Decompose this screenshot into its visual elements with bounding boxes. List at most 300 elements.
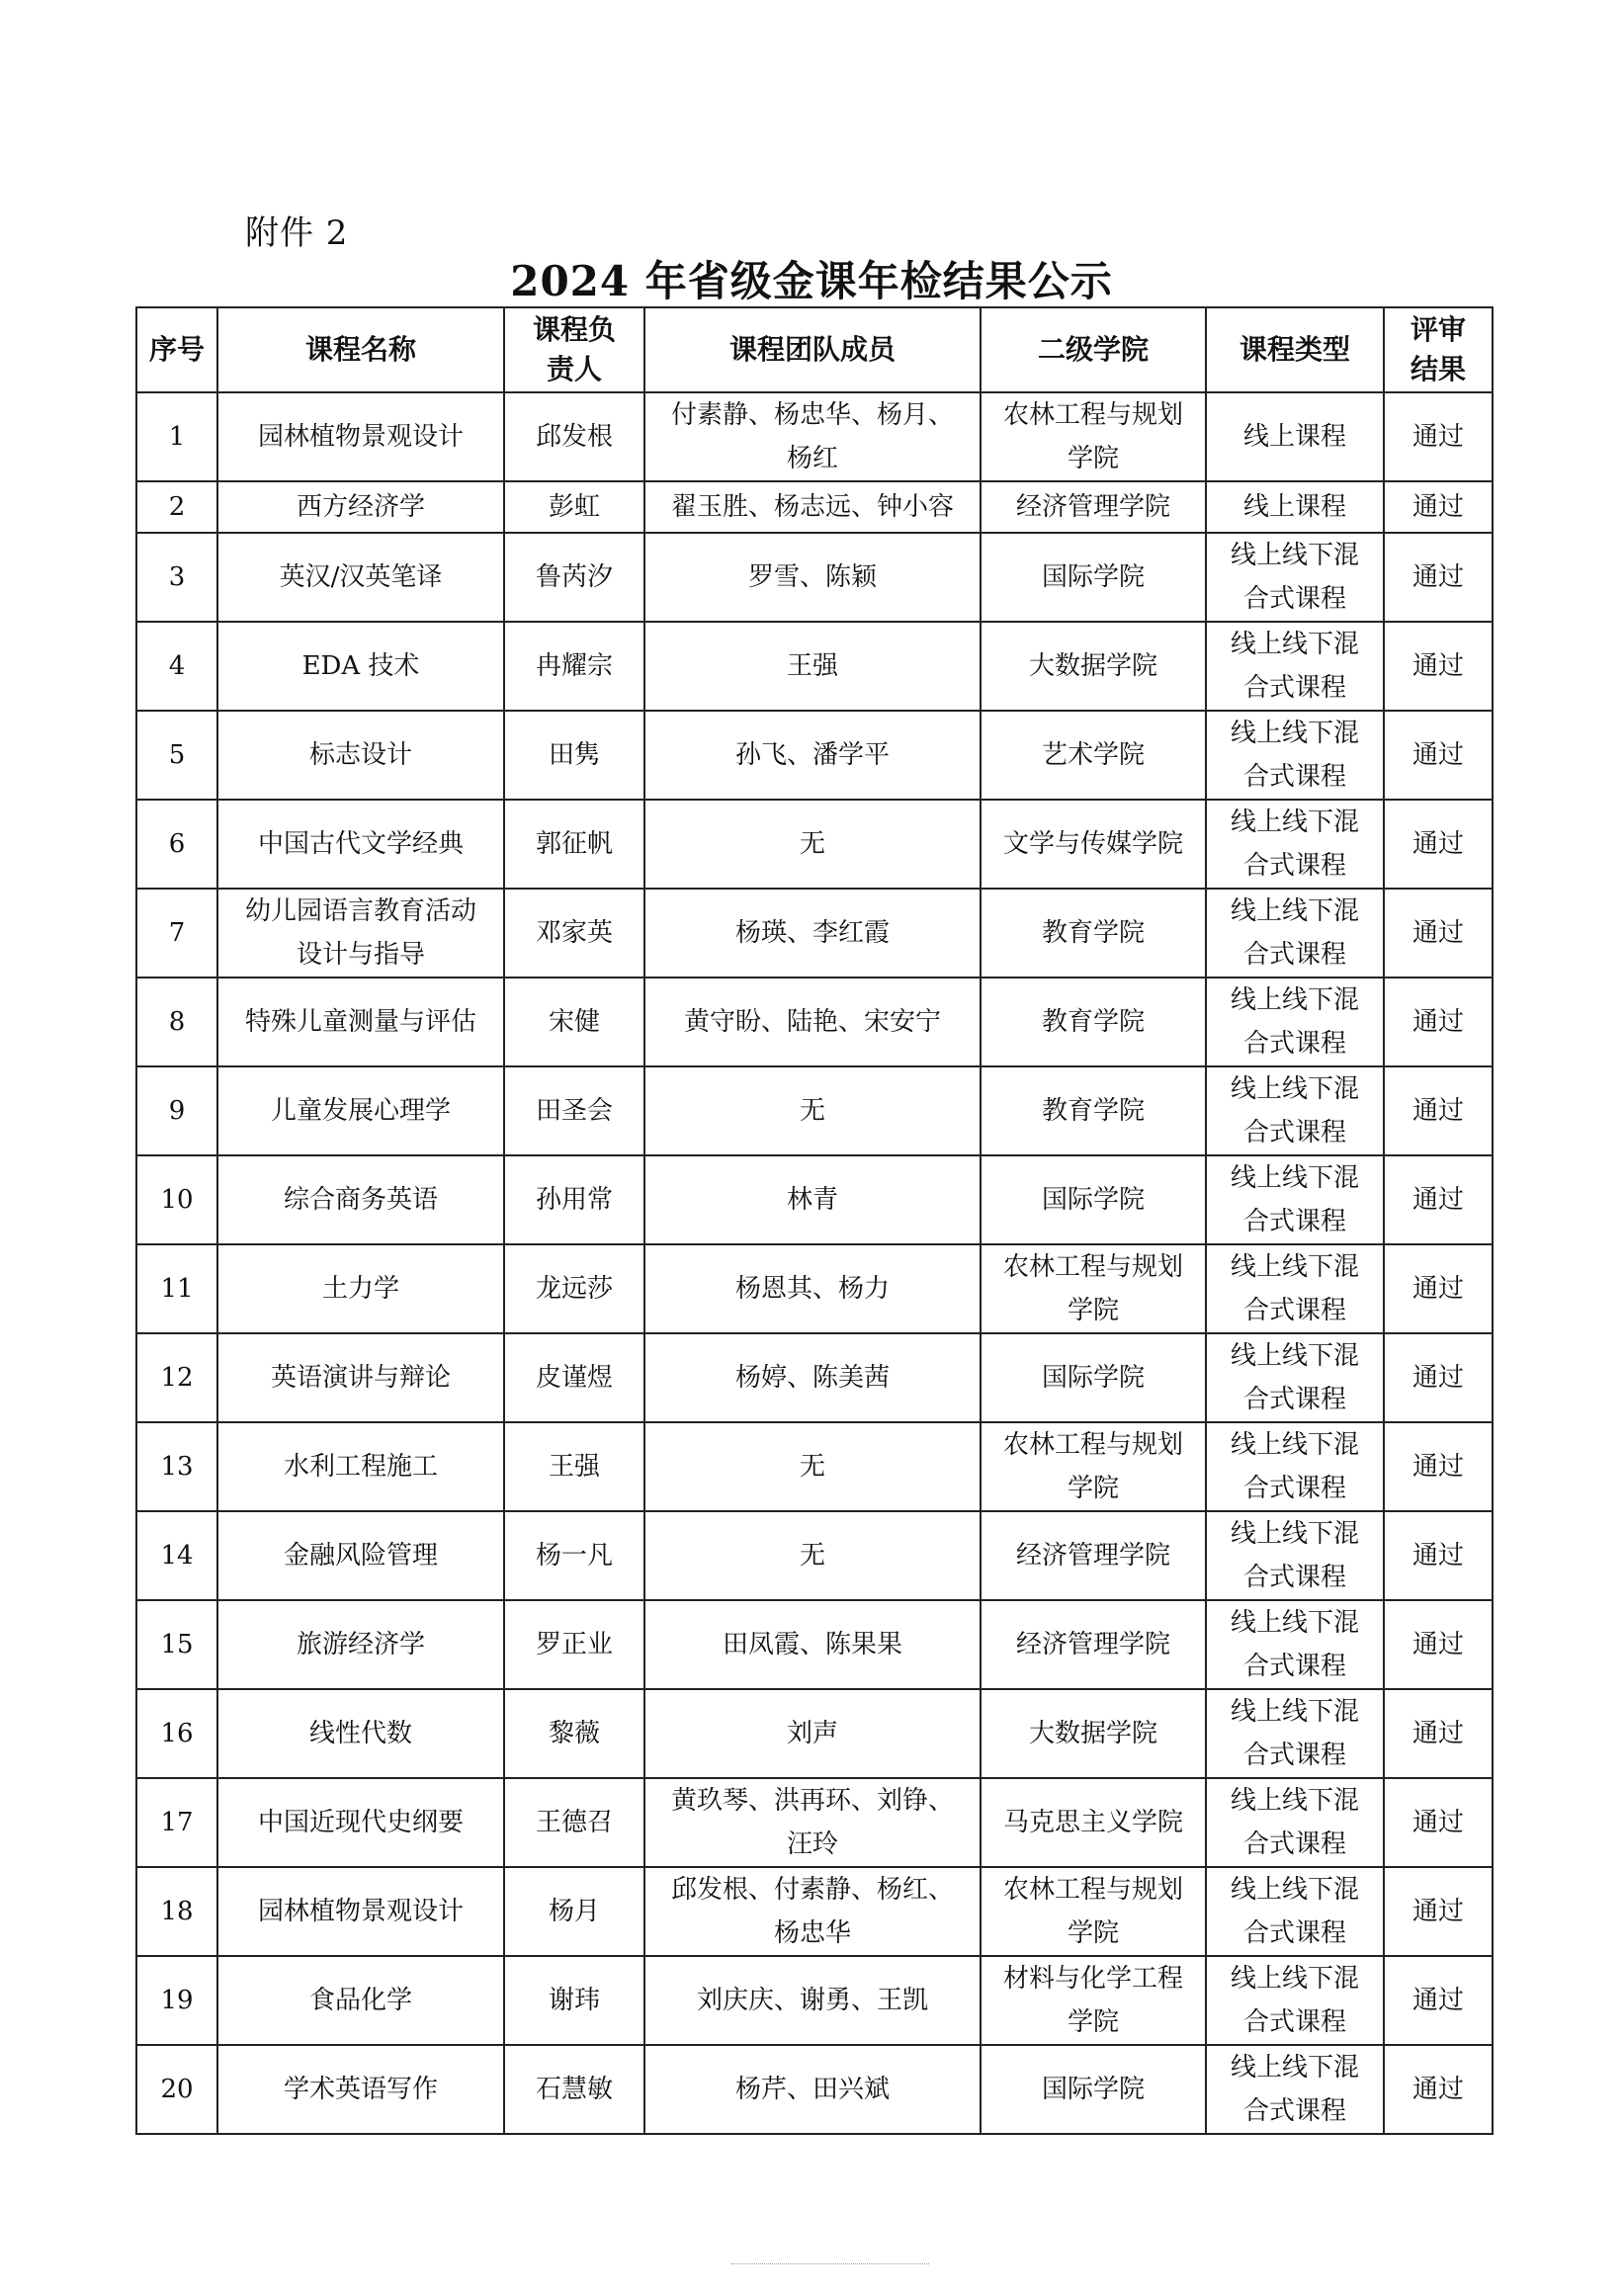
cell-text: 线上线下混 合式课程: [1230, 1608, 1359, 1681]
cell-text: 谢玮: [548, 1986, 600, 2015]
cell-text: 4: [168, 651, 186, 681]
cell-text: 通过: [1411, 651, 1464, 681]
header-type: 课程类型: [1206, 307, 1384, 392]
cell-seq: [136, 1066, 217, 1155]
cell-text: 园林植物景观设计: [257, 422, 464, 452]
cell-text: 孙飞、潘学平: [734, 740, 890, 770]
cell-type: [1206, 889, 1384, 978]
cell-college: [981, 1422, 1206, 1511]
attachment-label: 附件 2: [245, 213, 349, 253]
cell-result: [1384, 711, 1493, 800]
cell-text: 水利工程施工: [283, 1452, 438, 1482]
cell-type: [1206, 2045, 1384, 2134]
cell-text: 翟玉胜、杨志远、钟小容: [670, 492, 954, 522]
cell-team: [644, 978, 981, 1066]
cell-leader: [504, 800, 644, 889]
cell-team: [644, 533, 981, 622]
cell-text: 杨月: [548, 1897, 600, 1926]
cell-text: 特殊儿童测量与评估: [244, 1007, 476, 1037]
header-college: 二级学院: [981, 307, 1206, 392]
cell-text: 15: [160, 1630, 194, 1659]
page-title: 2024 年省级金课年检结果公示: [510, 257, 1113, 305]
cell-text: 通过: [1411, 740, 1464, 770]
cell-course: [217, 1778, 504, 1867]
cell-team: [644, 1155, 981, 1244]
cell-text: 8: [168, 1007, 186, 1037]
cell-college: [981, 1689, 1206, 1778]
table-header-row: [136, 307, 1493, 392]
cell-text: 食品化学: [308, 1986, 412, 2015]
cell-course: [217, 1155, 504, 1244]
cell-leader: [504, 1867, 644, 1956]
cell-text: 皮谨煜: [535, 1363, 613, 1393]
cell-course: [217, 392, 504, 481]
cell-seq: [136, 1333, 217, 1422]
cell-text: 田圣会: [535, 1096, 613, 1126]
cell-result: [1384, 1778, 1493, 1867]
cell-text: 线上线下混 合式课程: [1230, 1430, 1359, 1503]
cell-text: 线上线下混 合式课程: [1230, 541, 1359, 614]
cell-course: [217, 1600, 504, 1689]
cell-college: [981, 1600, 1206, 1689]
cell-text: 线上课程: [1242, 422, 1346, 452]
table-row: [136, 1333, 1493, 1422]
cell-team: [644, 622, 981, 711]
cell-type: [1206, 1778, 1384, 1867]
cell-text: 田凤霞、陈果果: [722, 1630, 902, 1659]
cell-text: 邱发根、付素静、杨红、 杨忠华: [670, 1875, 954, 1948]
cell-text: 黄玖琴、洪再环、刘铮、 汪玲: [670, 1786, 954, 1859]
table-body: [136, 392, 1493, 2134]
cell-seq: [136, 533, 217, 622]
table-row: [136, 392, 1493, 481]
cell-text: 旅游经济学: [296, 1630, 425, 1659]
cell-text: 西方经济学: [296, 492, 425, 522]
cell-seq: [136, 1155, 217, 1244]
cell-text: 英语演讲与辩论: [270, 1363, 451, 1393]
cell-text: 邓家英: [535, 918, 613, 948]
cell-college: [981, 1778, 1206, 1867]
cell-text: 刘庆庆、谢勇、王凯: [696, 1986, 928, 2015]
cell-college: [981, 1244, 1206, 1333]
cell-team: [644, 392, 981, 481]
cell-text: 线上线下混 合式课程: [1230, 1875, 1359, 1948]
cell-type: [1206, 978, 1384, 1066]
cell-text: 杨婷、陈美茜: [734, 1363, 890, 1393]
cell-type: [1206, 1422, 1384, 1511]
cell-college: [981, 481, 1206, 533]
cell-team: [644, 1511, 981, 1600]
cell-seq: [136, 1600, 217, 1689]
cell-text: 杨一凡: [535, 1541, 613, 1571]
cell-type: [1206, 622, 1384, 711]
cell-team: [644, 1066, 981, 1155]
cell-team: [644, 2045, 981, 2134]
cell-text: 林青: [786, 1185, 838, 1215]
cell-text: 付素静、杨忠华、杨月、 杨红: [670, 400, 954, 473]
cell-text: 线上线下混 合式课程: [1230, 719, 1359, 792]
cell-text: 通过: [1411, 2075, 1464, 2104]
cell-course: [217, 1689, 504, 1778]
cell-course: [217, 711, 504, 800]
table-row: [136, 1244, 1493, 1333]
cell-leader: [504, 1244, 644, 1333]
cell-text: 线上线下混 合式课程: [1230, 1341, 1359, 1414]
cell-text: 文学与传媒学院: [1002, 829, 1183, 859]
cell-text: 18: [160, 1897, 194, 1926]
cell-result: [1384, 533, 1493, 622]
cell-result: [1384, 1066, 1493, 1155]
table-row: [136, 711, 1493, 800]
cell-text: 通过: [1411, 1541, 1464, 1571]
cell-text: 王强: [548, 1452, 600, 1482]
cell-result: [1384, 481, 1493, 533]
table-row: [136, 1155, 1493, 1244]
cell-leader: [504, 1778, 644, 1867]
cell-college: [981, 711, 1206, 800]
cell-leader: [504, 1689, 644, 1778]
cell-type: [1206, 1333, 1384, 1422]
cell-text: 12: [160, 1363, 194, 1393]
cell-result: [1384, 1422, 1493, 1511]
cell-course: [217, 978, 504, 1066]
cell-text: 彭虹: [548, 492, 600, 522]
cell-text: 艺术学院: [1041, 740, 1145, 770]
cell-course: [217, 889, 504, 978]
cell-text: 土力学: [321, 1274, 399, 1304]
cell-team: [644, 1422, 981, 1511]
cell-text: 通过: [1411, 1185, 1464, 1215]
cell-text: 10: [160, 1185, 194, 1215]
table-row: [136, 1422, 1493, 1511]
cell-text: 无: [799, 1541, 825, 1571]
cell-text: 综合商务英语: [283, 1185, 438, 1215]
cell-type: [1206, 533, 1384, 622]
cell-text: 学术英语写作: [283, 2075, 438, 2104]
cell-type: [1206, 1244, 1384, 1333]
cell-course: [217, 533, 504, 622]
cell-result: [1384, 800, 1493, 889]
table-row: [136, 1511, 1493, 1600]
cell-leader: [504, 533, 644, 622]
cell-college: [981, 978, 1206, 1066]
cell-text: 线上线下混 合式课程: [1230, 630, 1359, 703]
table-row: [136, 533, 1493, 622]
cell-leader: [504, 1600, 644, 1689]
table-row: [136, 622, 1493, 711]
cell-text: 通过: [1411, 1719, 1464, 1748]
cell-seq: [136, 392, 217, 481]
table-row: [136, 1689, 1493, 1778]
cell-text: 无: [799, 1452, 825, 1482]
cell-text: 6: [168, 829, 186, 859]
cell-team: [644, 1333, 981, 1422]
cell-text: 线上课程: [1242, 492, 1346, 522]
cell-text: 黄守盼、陆艳、宋安宁: [683, 1007, 941, 1037]
cell-result: [1384, 889, 1493, 978]
cell-text: 经济管理学院: [1015, 1541, 1170, 1571]
cell-text: 黎薇: [548, 1719, 600, 1748]
cell-result: [1384, 1244, 1493, 1333]
results-table: [135, 306, 1494, 2135]
header-leader: 课程负 责人: [504, 307, 644, 392]
cell-team: [644, 1244, 981, 1333]
header-course: 课程名称: [217, 307, 504, 392]
cell-text: 国际学院: [1041, 1363, 1145, 1393]
cell-type: [1206, 1867, 1384, 1956]
cell-result: [1384, 1155, 1493, 1244]
cell-seq: [136, 1867, 217, 1956]
cell-text: 线上线下混 合式课程: [1230, 1786, 1359, 1859]
cell-text: 通过: [1411, 1452, 1464, 1482]
cell-seq: [136, 2045, 217, 2134]
cell-leader: [504, 622, 644, 711]
cell-type: [1206, 481, 1384, 533]
cell-team: [644, 1689, 981, 1778]
cell-result: [1384, 392, 1493, 481]
cell-course: [217, 2045, 504, 2134]
cell-course: [217, 481, 504, 533]
cell-course: [217, 800, 504, 889]
cell-text: 线上线下混 合式课程: [1230, 1964, 1359, 2037]
table-row: [136, 978, 1493, 1066]
cell-text: 英汉/汉英笔译: [279, 562, 443, 592]
cell-seq: [136, 978, 217, 1066]
cell-college: [981, 889, 1206, 978]
cell-text: 园林植物景观设计: [257, 1897, 464, 1926]
cell-seq: [136, 622, 217, 711]
cell-text: 9: [168, 1096, 186, 1126]
cell-seq: [136, 1956, 217, 2045]
cell-team: [644, 800, 981, 889]
table-row: [136, 481, 1493, 533]
cell-result: [1384, 1333, 1493, 1422]
cell-text: 经济管理学院: [1015, 492, 1170, 522]
cell-text: 13: [160, 1452, 194, 1482]
cell-leader: [504, 711, 644, 800]
cell-seq: [136, 1778, 217, 1867]
cell-course: [217, 1066, 504, 1155]
cell-text: 通过: [1411, 1986, 1464, 2015]
cell-team: [644, 1956, 981, 2045]
cell-text: 11: [160, 1274, 194, 1304]
cell-college: [981, 1155, 1206, 1244]
cell-type: [1206, 711, 1384, 800]
cell-result: [1384, 1511, 1493, 1600]
cell-text: 农林工程与规划 学院: [1002, 1430, 1183, 1503]
header-seq: 序号: [136, 307, 217, 392]
cell-text: 3: [168, 562, 186, 592]
cell-text: 王强: [786, 651, 838, 681]
cell-text: 1: [168, 422, 186, 452]
cell-text: 鲁芮汐: [535, 562, 613, 592]
cell-college: [981, 1333, 1206, 1422]
cell-leader: [504, 1155, 644, 1244]
cell-text: 儿童发展心理学: [270, 1096, 451, 1126]
cell-college: [981, 1511, 1206, 1600]
cell-text: 教育学院: [1041, 918, 1145, 948]
cell-text: 金融风险管理: [283, 1541, 438, 1571]
cell-text: 农林工程与规划 学院: [1002, 1252, 1183, 1325]
table-row: [136, 1956, 1493, 2045]
cell-type: [1206, 1956, 1384, 2045]
cell-text: 郭征帆: [535, 829, 613, 859]
cell-type: [1206, 1689, 1384, 1778]
table-row: [136, 1066, 1493, 1155]
header-team: 课程团队成员: [644, 307, 981, 392]
cell-seq: [136, 1422, 217, 1511]
cell-text: 7: [168, 918, 186, 948]
cell-text: 通过: [1411, 422, 1464, 452]
cell-result: [1384, 1600, 1493, 1689]
cell-text: 通过: [1411, 1274, 1464, 1304]
table-row: [136, 1867, 1493, 1956]
cell-type: [1206, 1511, 1384, 1600]
cell-course: [217, 1244, 504, 1333]
cell-seq: [136, 800, 217, 889]
cell-text: 通过: [1411, 1808, 1464, 1837]
cell-text: 20: [160, 2075, 194, 2104]
cell-text: 刘声: [786, 1719, 838, 1748]
cell-college: [981, 1867, 1206, 1956]
cell-college: [981, 2045, 1206, 2134]
cell-text: 线上线下混 合式课程: [1230, 2053, 1359, 2126]
cell-text: 经济管理学院: [1015, 1630, 1170, 1659]
cell-text: 通过: [1411, 1096, 1464, 1126]
header-result: 评审 结果: [1384, 307, 1493, 392]
cell-text: 罗正业: [535, 1630, 613, 1659]
cell-text: 线上线下混 合式课程: [1230, 896, 1359, 970]
table-row: [136, 889, 1493, 978]
cell-leader: [504, 889, 644, 978]
cell-result: [1384, 1867, 1493, 1956]
cell-college: [981, 800, 1206, 889]
cell-text: 线性代数: [308, 1719, 412, 1748]
cell-text: 通过: [1411, 1897, 1464, 1926]
cell-team: [644, 1867, 981, 1956]
cell-result: [1384, 622, 1493, 711]
cell-text: 教育学院: [1041, 1096, 1145, 1126]
cell-text: 国际学院: [1041, 1185, 1145, 1215]
cell-course: [217, 1333, 504, 1422]
cell-college: [981, 1066, 1206, 1155]
cell-text: 教育学院: [1041, 1007, 1145, 1037]
cell-result: [1384, 978, 1493, 1066]
cell-text: 通过: [1411, 492, 1464, 522]
cell-text: 杨芹、田兴斌: [734, 2075, 890, 2104]
cell-text: 国际学院: [1041, 562, 1145, 592]
cell-text: 龙远莎: [535, 1274, 613, 1304]
cell-text: 线上线下混 合式课程: [1230, 808, 1359, 881]
cell-text: 线上线下混 合式课程: [1230, 1519, 1359, 1592]
cell-text: 标志设计: [308, 740, 412, 770]
cell-type: [1206, 392, 1384, 481]
cell-course: [217, 1422, 504, 1511]
cell-text: 线上线下混 合式课程: [1230, 1252, 1359, 1325]
cell-text: 国际学院: [1041, 2075, 1145, 2104]
cell-team: [644, 1778, 981, 1867]
table-row: [136, 2045, 1493, 2134]
cell-leader: [504, 978, 644, 1066]
cell-course: [217, 1956, 504, 2045]
cell-leader: [504, 1422, 644, 1511]
cell-text: 中国古代文学经典: [257, 829, 464, 859]
table-row: [136, 1600, 1493, 1689]
cell-text: 5: [168, 740, 186, 770]
cell-text: 王德召: [535, 1808, 613, 1837]
cell-text: 大数据学院: [1028, 651, 1157, 681]
cell-result: [1384, 2045, 1493, 2134]
cell-text: 农林工程与规划 学院: [1002, 400, 1183, 473]
cell-text: 石慧敏: [535, 2075, 613, 2104]
cell-text: 19: [160, 1986, 194, 2015]
table-row: [136, 1778, 1493, 1867]
cell-text: 杨恩其、杨力: [734, 1274, 890, 1304]
footer-mark: [731, 2263, 929, 2266]
cell-leader: [504, 1956, 644, 2045]
cell-text: 线上线下混 合式课程: [1230, 1697, 1359, 1770]
cell-text: 16: [160, 1719, 194, 1748]
cell-text: 孙用常: [535, 1185, 613, 1215]
table-row: [136, 800, 1493, 889]
cell-seq: [136, 1689, 217, 1778]
cell-text: 大数据学院: [1028, 1719, 1157, 1748]
cell-leader: [504, 1066, 644, 1155]
cell-course: [217, 622, 504, 711]
cell-text: 通过: [1411, 1363, 1464, 1393]
cell-type: [1206, 800, 1384, 889]
cell-text: 无: [799, 829, 825, 859]
cell-text: EDA 技术: [301, 651, 420, 681]
cell-text: 邱发根: [535, 422, 613, 452]
cell-text: 14: [160, 1541, 194, 1571]
cell-type: [1206, 1600, 1384, 1689]
cell-course: [217, 1511, 504, 1600]
cell-text: 田隽: [548, 740, 600, 770]
cell-college: [981, 533, 1206, 622]
cell-text: 宋健: [548, 1007, 600, 1037]
cell-seq: [136, 889, 217, 978]
cell-text: 通过: [1411, 1630, 1464, 1659]
cell-text: 通过: [1411, 918, 1464, 948]
cell-leader: [504, 1511, 644, 1600]
cell-team: [644, 711, 981, 800]
cell-text: 幼儿园语言教育活动 设计与指导: [244, 896, 476, 970]
cell-text: 马克思主义学院: [1002, 1808, 1183, 1837]
cell-text: 2: [168, 492, 186, 522]
cell-seq: [136, 1511, 217, 1600]
cell-text: 线上线下混 合式课程: [1230, 1074, 1359, 1148]
cell-seq: [136, 481, 217, 533]
cell-result: [1384, 1956, 1493, 2045]
cell-type: [1206, 1066, 1384, 1155]
cell-text: 无: [799, 1096, 825, 1126]
cell-text: 罗雪、陈颖: [747, 562, 877, 592]
cell-college: [981, 1956, 1206, 2045]
cell-text: 农林工程与规划 学院: [1002, 1875, 1183, 1948]
cell-leader: [504, 2045, 644, 2134]
cell-team: [644, 889, 981, 978]
cell-course: [217, 1867, 504, 1956]
cell-seq: [136, 1244, 217, 1333]
cell-text: 线上线下混 合式课程: [1230, 1163, 1359, 1236]
cell-text: 材料与化学工程 学院: [1002, 1964, 1183, 2037]
cell-college: [981, 392, 1206, 481]
cell-college: [981, 622, 1206, 711]
cell-text: 17: [160, 1808, 194, 1837]
cell-team: [644, 481, 981, 533]
cell-team: [644, 1600, 981, 1689]
